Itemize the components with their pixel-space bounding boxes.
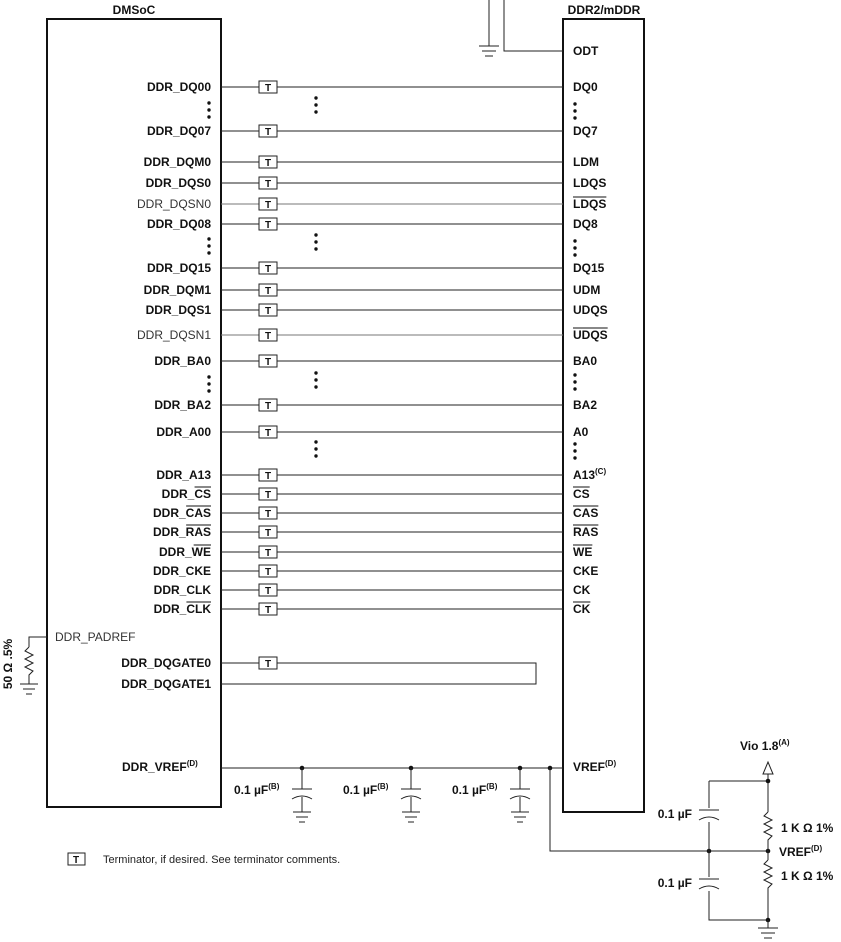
terminator-symbol	[259, 218, 277, 231]
svg-text:T: T	[264, 548, 272, 559]
terminator-symbol	[259, 399, 277, 412]
terminators	[259, 81, 277, 616]
ground-icon	[758, 928, 778, 938]
ddr-pin-label: BA0	[573, 354, 598, 368]
padref-pin-label: DDR_PADREF	[55, 630, 136, 644]
dmsoc-pin-label: DDR_BA2	[154, 398, 211, 412]
legend-terminator-symbol	[68, 853, 85, 866]
decoupling-capacitor	[292, 766, 312, 822]
ddr-pin-label: LDQS	[573, 197, 607, 211]
svg-text:T: T	[264, 306, 272, 317]
dmsoc-pin-label: DDR_CKE	[152, 564, 211, 578]
terminator-symbol	[259, 426, 277, 439]
ellipsis-icon	[573, 102, 576, 119]
ddr-pin-label: UDM	[573, 283, 601, 297]
svg-text:T: T	[264, 567, 272, 578]
ddr-pin-label: CS	[573, 487, 590, 501]
dmsoc-pin-label: DDR_CLK	[153, 583, 211, 597]
ddr-pin-label: $A13^{(C)}$	[573, 467, 607, 482]
terminator-symbol	[259, 546, 277, 559]
dmsoc-pin-label: DDR_DQS1	[145, 303, 211, 317]
dmsoc-title: DMSoC	[112, 3, 156, 17]
vref-soc-pin-label: $DDR\_VREF^{(D)}$	[122, 759, 198, 774]
vio-supply-label: Vio $1.8^{(A)}$	[740, 738, 790, 753]
ddr-pin-label: RAS	[573, 525, 599, 539]
svg-text:T: T	[264, 158, 272, 169]
padref-resistor	[25, 647, 33, 684]
ellipsis-icon	[207, 237, 210, 254]
divider-top-capacitor-value: 0.1 µF	[657, 807, 692, 821]
ddr-title: DDR2/mDDR	[567, 3, 641, 17]
dmsoc-pin-label: DDR_CAS	[152, 506, 211, 520]
vio-supply-arrow-icon	[763, 762, 773, 774]
ddr-pin-label: CAS	[573, 506, 599, 520]
dqgate1-pin-label: DDR_DQGATE1	[121, 677, 211, 691]
decoupling-capacitor-value: 0.1 µF$^{(B)}$	[343, 782, 389, 797]
ddr-pin-label: LDM	[573, 155, 599, 169]
ellipsis-icon	[573, 239, 576, 256]
terminator-symbol	[259, 304, 277, 317]
ellipsis-icon	[207, 375, 210, 392]
dmsoc-pin-label: DDR_DQ07	[146, 124, 211, 138]
terminator-symbol	[259, 125, 277, 138]
ddr-pin-label: LDQS	[573, 176, 607, 190]
terminator-symbol	[259, 507, 277, 520]
odt-wire	[504, 0, 563, 51]
svg-text:T: T	[264, 471, 272, 482]
terminator-symbol	[259, 488, 277, 501]
terminator-symbol	[259, 177, 277, 190]
dqgate0-pin-label: DDR_DQGATE0	[121, 656, 211, 670]
dmsoc-pin-label: DDR_DQSN1	[136, 328, 211, 342]
dmsoc-pin-label: DDR_DQSN0	[136, 197, 211, 211]
terminator-symbol	[259, 526, 277, 539]
svg-text:T: T	[264, 83, 272, 94]
ddr-pin-label: DQ0	[573, 80, 598, 94]
decoupling-capacitors	[234, 766, 530, 822]
dmsoc-pin-label: DDR_A00	[156, 425, 211, 439]
terminator-symbol	[259, 329, 277, 342]
ddr-pin-label: CK	[573, 602, 591, 616]
dmsoc-pin-label: DDR_CLK	[153, 602, 211, 616]
dmsoc-pin-label: DDR_DQ15	[146, 261, 211, 275]
junction-dot	[766, 779, 771, 784]
ellipsis-icon	[314, 371, 317, 388]
ddr-pin-label: DQ7	[573, 124, 598, 138]
svg-text:T: T	[264, 528, 272, 539]
vref-ddr-pin-label: $VREF^{(D)}$	[573, 759, 617, 774]
decoupling-capacitor	[510, 766, 530, 822]
svg-text:T: T	[264, 659, 272, 670]
divider-bottom-resistor-value: 1 K Ω 1%	[781, 869, 834, 883]
terminator-symbol	[259, 565, 277, 578]
ddr-pin-label: BA2	[573, 398, 598, 412]
ellipsis-icon	[573, 442, 576, 459]
padref-wire	[29, 637, 47, 647]
svg-text:T: T	[72, 855, 80, 866]
svg-text:T: T	[264, 220, 272, 231]
svg-text:T: T	[264, 605, 272, 616]
ellipsis-icon	[573, 373, 576, 390]
ddr-pin-label: A0	[573, 425, 589, 439]
ellipsis-icon	[314, 440, 317, 457]
svg-text:T: T	[264, 264, 272, 275]
terminator-symbol	[259, 81, 277, 94]
ddr-pin-label: DQ15	[573, 261, 605, 275]
svg-text:T: T	[264, 490, 272, 501]
svg-text:T: T	[264, 179, 272, 190]
ellipsis-icon	[314, 96, 317, 113]
svg-text:T: T	[264, 286, 272, 297]
dmsoc-pin-label: DDR_BA0	[154, 354, 211, 368]
divider-top-resistor-value: 1 K Ω 1%	[781, 821, 834, 835]
terminator-symbol	[259, 469, 277, 482]
terminator-symbol	[259, 156, 277, 169]
ground-icon	[20, 684, 38, 694]
decoupling-capacitor	[401, 766, 421, 822]
dmsoc-pin-label: DDR_WE	[158, 545, 211, 559]
ddr-pin-label: DQ8	[573, 217, 598, 231]
decoupling-capacitor-value: 0.1 µF$^{(B)}$	[452, 782, 498, 797]
odt-pin-label: ODT	[573, 44, 599, 58]
dmsoc-pin-label: DDR_DQ08	[146, 217, 211, 231]
ellipsis-icon	[207, 101, 210, 118]
terminator-symbol	[259, 603, 277, 616]
svg-text:T: T	[264, 331, 272, 342]
terminator-symbol	[259, 284, 277, 297]
ddr-pin-label: UDQS	[573, 303, 608, 317]
svg-text:T: T	[264, 509, 272, 520]
svg-text:T: T	[264, 428, 272, 439]
dmsoc-pin-label: DDR_RAS	[152, 525, 211, 539]
dmsoc-pin-label: DDR_DQM0	[143, 155, 211, 169]
dmsoc-pin-label: DDR_DQS0	[145, 176, 211, 190]
svg-text:T: T	[264, 200, 272, 211]
svg-text:T: T	[264, 127, 272, 138]
ddr-pin-label: WE	[573, 545, 593, 559]
ellipsis-icon	[314, 233, 317, 250]
dmsoc-pin-label: DDR_DQ00	[146, 80, 211, 94]
svg-text:T: T	[264, 357, 272, 368]
ground-icon	[479, 46, 499, 56]
divider-bottom-capacitor-value: 0.1 µF	[657, 876, 692, 890]
terminator-symbol	[259, 584, 277, 597]
vref-node-label: $VREF^{(D)}$	[779, 844, 823, 859]
dmsoc-pin-label: DDR_DQM1	[143, 283, 211, 297]
terminator-symbol	[259, 262, 277, 275]
dmsoc-pin-label: DDR_A13	[156, 468, 211, 482]
terminator-symbol	[259, 657, 277, 670]
terminator-symbol	[259, 198, 277, 211]
legend-text: Terminator, if desired. See terminator comments.	[103, 854, 341, 866]
decoupling-capacitor-value: 0.1 µF$^{(B)}$	[234, 782, 280, 797]
terminator-symbol	[259, 355, 277, 368]
ddr-pin-label: CKE	[573, 564, 599, 578]
ddr-pin-label: UDQS	[573, 328, 608, 342]
ddr-pin-label: CK	[573, 583, 591, 597]
svg-text:T: T	[264, 586, 272, 597]
dmsoc-pin-label: DDR_CS	[161, 487, 211, 501]
svg-text:T: T	[264, 401, 272, 412]
padref-resistor-value: 50 Ω .5%	[1, 638, 15, 690]
